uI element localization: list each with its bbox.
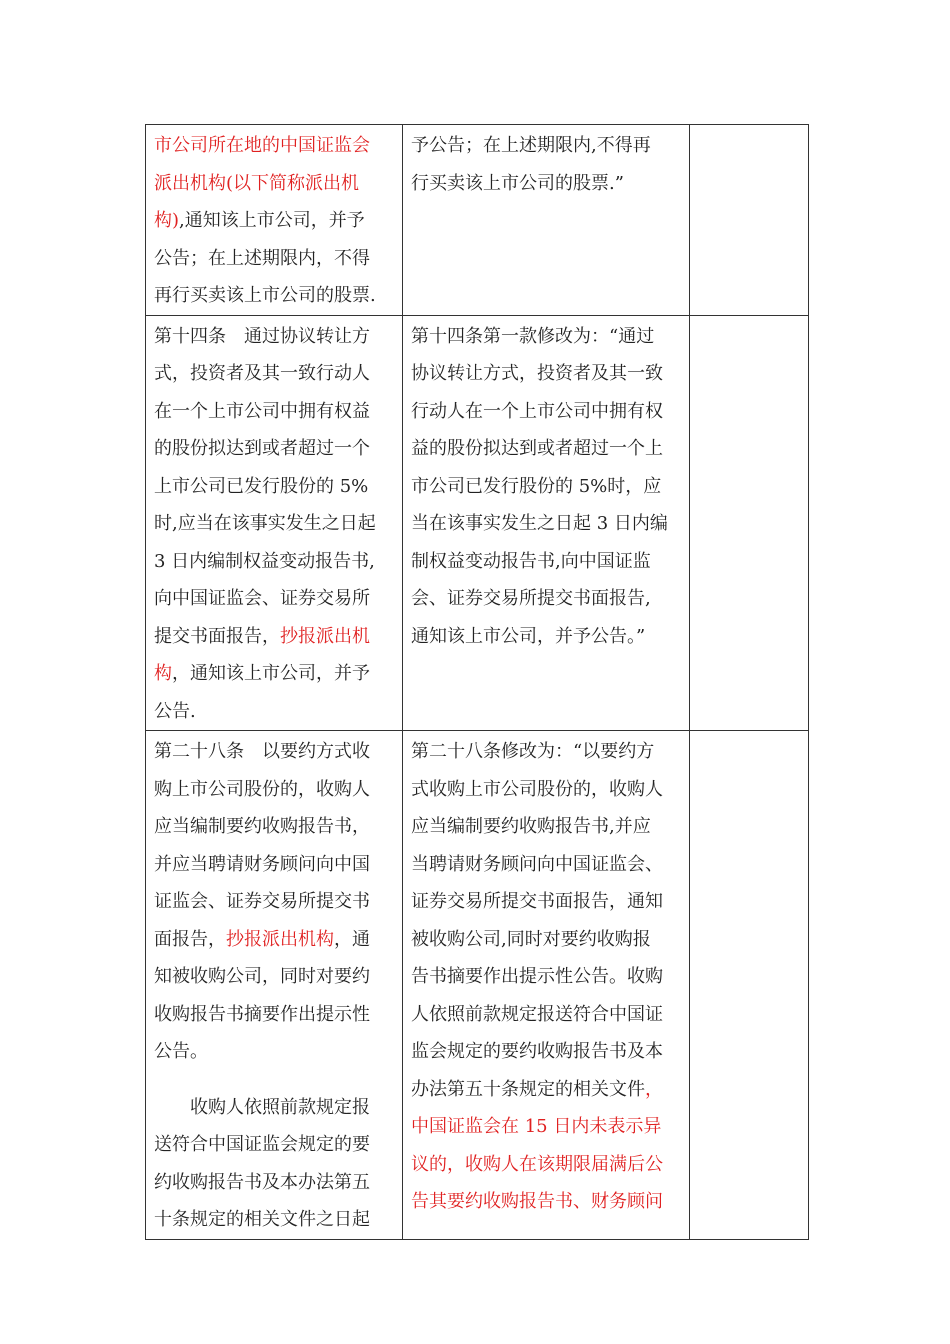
text-run: ，通知该上市公司，并予 (172, 663, 370, 684)
text-run: 上市公司已发行股份的 5% (154, 475, 369, 497)
text-line (154, 277, 394, 315)
text-run: 公告。 (154, 1041, 208, 1062)
highlighted-text: ， (645, 1078, 663, 1100)
text-line (154, 393, 394, 431)
text-run: 第十四条第一款修改为：“通过 (411, 325, 655, 347)
text-line (411, 771, 681, 809)
remarks-cell (690, 315, 809, 731)
text-run: 通知该上市公司，并予公告。” (411, 625, 646, 647)
text-line (411, 846, 681, 884)
highlighted-text: 市公司所在地的中国证监会 (154, 135, 370, 156)
text-line (154, 693, 394, 731)
text-run: 应当编制要约收购报告书， (154, 816, 370, 837)
revised-text-cell (403, 315, 690, 731)
text-line (411, 1108, 681, 1146)
text-line (411, 543, 681, 581)
text-line (154, 771, 394, 809)
text-line (411, 996, 681, 1034)
text-line (411, 393, 681, 431)
highlighted-text: 抄报派出机构 (226, 928, 334, 950)
text-line (154, 733, 394, 771)
text-line (154, 1164, 394, 1202)
highlighted-text: 构) (154, 210, 180, 231)
text-run: 第二十八条 以要约方式收 (154, 741, 370, 762)
text-run: 应当编制要约收购报告书,并应 (411, 816, 651, 837)
text-run: 益的股份拟达到或者超过一个上 (411, 438, 663, 459)
table-row (146, 125, 809, 316)
text-line (411, 580, 681, 618)
text-line (154, 1126, 394, 1164)
table-row (146, 731, 809, 1240)
text-run: 收购人依照前款规定报 (190, 1096, 370, 1118)
text-line (154, 580, 394, 618)
text-line (154, 468, 394, 506)
text-run: ,通知该上市公司，并予 (179, 210, 365, 231)
text-run: 当在该事实发生之日起 3 日内编 (411, 513, 668, 534)
revised-text-cell (403, 125, 690, 316)
text-line (154, 165, 394, 203)
text-line (411, 958, 681, 996)
text-run: 予公告；在上述期限内,不得再 (411, 135, 651, 156)
text-line (154, 505, 394, 543)
text-line (154, 655, 394, 693)
text-line (411, 1146, 681, 1184)
text-line (154, 202, 394, 240)
text-run: 十条规定的相关文件之日起 (154, 1209, 370, 1230)
text-run: 再行买卖该上市公司的股票. (154, 285, 376, 306)
original-text-cell (146, 315, 403, 731)
text-run: 向中国证监会、证券交易所 (154, 588, 370, 609)
text-run: 会、证券交易所提交书面报告, (411, 588, 651, 609)
text-run: 送符合中国证监会规定的要 (154, 1134, 370, 1155)
text-run: 市公司已发行股份的 5%时，应 (411, 475, 662, 497)
text-run: 3 日内编制权益变动报告书, (154, 550, 375, 572)
paragraph-gap (154, 1071, 394, 1089)
text-line (411, 468, 681, 506)
text-run: 提交书面报告， (154, 625, 280, 647)
highlighted-text: 告其要约收购报告书、财务顾问 (411, 1191, 663, 1212)
highlighted-text: 构 (154, 663, 172, 684)
text-line (411, 618, 681, 656)
text-run: 行动人在一个上市公司中拥有权 (411, 400, 663, 422)
remarks-cell (690, 731, 809, 1240)
text-run: 制权益变动报告书,向中国证监 (411, 550, 651, 572)
text-run: 式，投资者及其一致行动人 (154, 363, 370, 384)
text-line (411, 883, 681, 921)
text-run: ，通 (334, 928, 370, 950)
original-text-cell (146, 731, 403, 1240)
text-line (411, 733, 681, 771)
text-line (411, 505, 681, 543)
text-line (154, 1089, 394, 1127)
text-run: 购上市公司股份的，收购人 (154, 778, 370, 800)
text-run: 监会规定的要约收购报告书及本 (411, 1041, 663, 1062)
original-text-cell (146, 125, 403, 316)
text-line (154, 355, 394, 393)
text-run: 协议转让方式，投资者及其一致 (411, 363, 663, 384)
text-run: 时,应当在该事实发生之日起 (154, 513, 376, 534)
text-run: 公告；在上述期限内，不得 (154, 247, 370, 269)
text-run: 在一个上市公司中拥有权益 (154, 400, 370, 422)
text-run: 约收购报告书及本办法第五 (154, 1171, 370, 1193)
text-line (411, 808, 681, 846)
text-run: 当聘请财务顾问向中国证监会、 (411, 853, 663, 875)
text-line (154, 846, 394, 884)
highlighted-text: 派出机构(以下简称派出机 (154, 172, 360, 194)
text-run: 第二十八条修改为：“以要约方 (411, 741, 655, 762)
highlighted-text: 抄报派出机 (280, 625, 370, 647)
text-line (411, 430, 681, 468)
text-run: 并应当聘请财务顾问向中国 (154, 853, 370, 875)
text-run: 告书摘要作出提示性公告。收购 (411, 966, 663, 987)
text-line (411, 165, 681, 203)
text-line (411, 127, 681, 165)
text-line (154, 240, 394, 278)
text-line (154, 808, 394, 846)
text-line (411, 355, 681, 393)
text-line (411, 921, 681, 959)
text-line (154, 958, 394, 996)
text-line (154, 996, 394, 1034)
text-run: 证券交易所提交书面报告，通知 (411, 891, 663, 912)
text-line (154, 1033, 394, 1071)
text-run: 面报告， (154, 928, 226, 950)
text-run: 知被收购公司，同时对要约 (154, 966, 370, 987)
text-line (154, 883, 394, 921)
text-line (411, 1071, 681, 1109)
text-run: 人依照前款规定报送符合中国证 (411, 1003, 663, 1025)
text-run: 第十四条 通过协议转让方 (154, 325, 370, 347)
text-line (154, 921, 394, 959)
text-line (154, 618, 394, 656)
text-run: 公告. (154, 700, 196, 722)
text-line (154, 127, 394, 165)
text-line (154, 1201, 394, 1239)
text-run: 证监会、证券交易所提交书 (154, 891, 370, 912)
highlighted-text: 中国证监会在 15 日内未表示异 (411, 1116, 662, 1137)
comparison-table (145, 124, 809, 1240)
text-line (154, 318, 394, 356)
remarks-cell (690, 125, 809, 316)
text-run: 被收购公司,同时对要约收购报 (411, 928, 651, 950)
text-line (154, 430, 394, 468)
text-run: 行买卖该上市公司的股票.” (411, 172, 624, 194)
text-line (411, 1033, 681, 1071)
text-line (154, 543, 394, 581)
text-line (411, 318, 681, 356)
text-run: 式收购上市公司股份的，收购人 (411, 778, 663, 800)
highlighted-text: 议的，收购人在该期限届满后公 (411, 1153, 663, 1175)
text-line (411, 1183, 681, 1221)
revised-text-cell (403, 731, 690, 1240)
text-run: 的股份拟达到或者超过一个 (154, 438, 370, 459)
text-run: 办法第五十条规定的相关文件 (411, 1078, 645, 1100)
text-run: 收购报告书摘要作出提示性 (154, 1003, 370, 1025)
table-row (146, 315, 809, 731)
